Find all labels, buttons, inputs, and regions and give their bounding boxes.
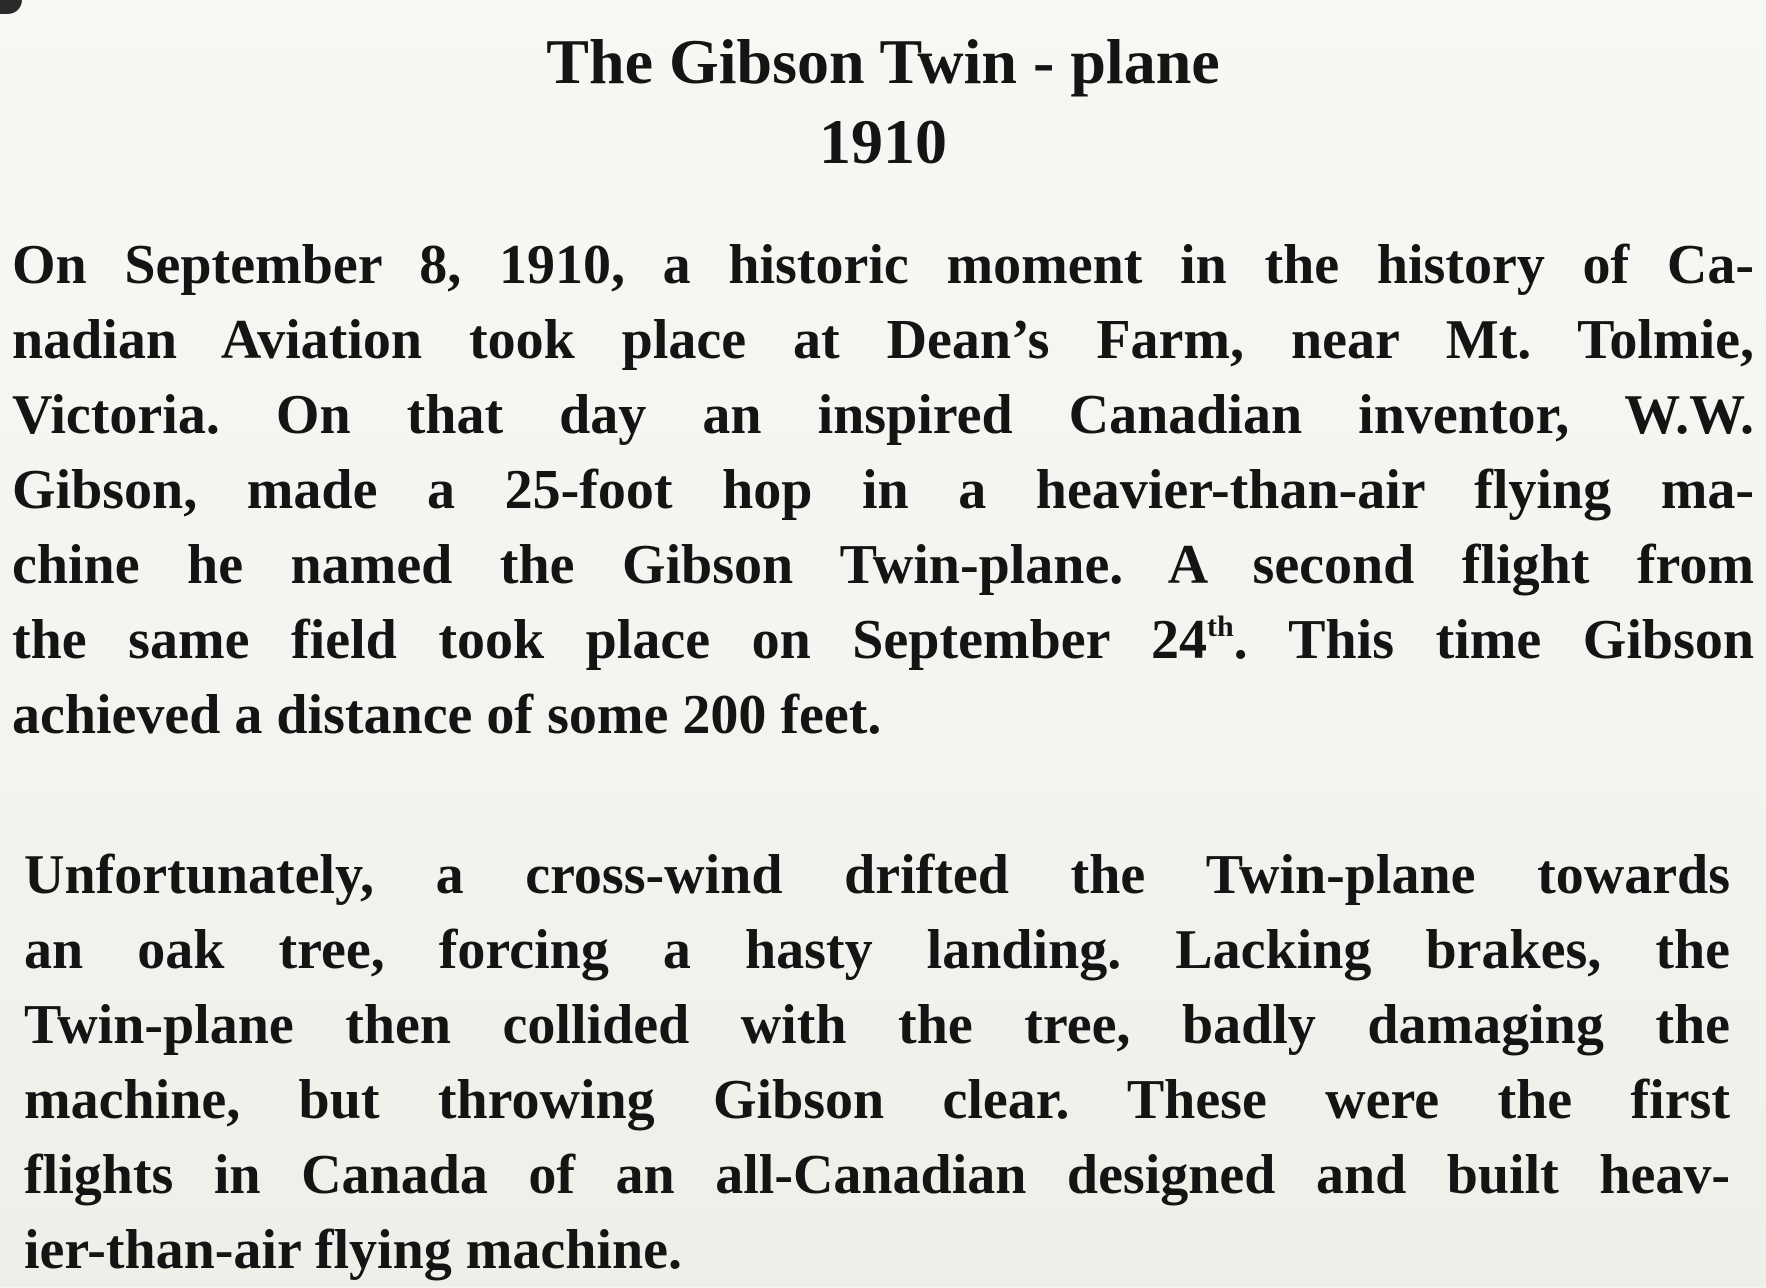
plaque-title: The Gibson Twin - plane xyxy=(546,26,1220,97)
line-text-before: the same field took place on September 24 xyxy=(12,609,1207,671)
paragraph-line: Twin-plane then collided with the tree, badly damaging the xyxy=(24,994,1730,1056)
paragraph-history xyxy=(12,228,1754,753)
paragraph-line: Victoria. On that day an inspired Canadian inventor, W.W. xyxy=(12,384,1754,446)
paragraph-crash xyxy=(24,838,1730,1288)
ordinal-suffix: th xyxy=(1206,610,1234,643)
paragraph-line: machine, but throwing Gibson clear. These were the first xyxy=(24,1069,1730,1131)
plaque-year: 1910 xyxy=(819,106,947,177)
line-text-after: . This time Gibson xyxy=(1233,609,1755,671)
paragraph-line: chine he named the Gibson Twin-plane. A second flight from xyxy=(12,534,1754,596)
paragraph-line-with-ordinal xyxy=(12,603,1754,678)
paragraph-line: flights in Canada of an all-Canadian designed and built heav- xyxy=(24,1144,1730,1206)
paragraph-line: On September 8, 1910, a historic moment in the history of Ca- xyxy=(12,234,1754,296)
paragraph-line: achieved a distance of some 200 feet. xyxy=(12,684,882,746)
paragraph-line: an oak tree, forcing a hasty landing. Lacking brakes, the xyxy=(24,919,1730,981)
paragraph-line: Gibson, made a 25-foot hop in a heavier-than-air flying ma- xyxy=(12,459,1754,521)
paragraph-line: nadian Aviation took place at Dean’s Farm, near Mt. Tolmie, xyxy=(12,309,1754,371)
paragraph-line: ier-than-air flying machine. xyxy=(24,1219,682,1281)
corner-blemish xyxy=(0,0,22,14)
paragraph-line: Unfortunately, a cross-wind drifted the Twin-plane towards xyxy=(24,844,1730,906)
